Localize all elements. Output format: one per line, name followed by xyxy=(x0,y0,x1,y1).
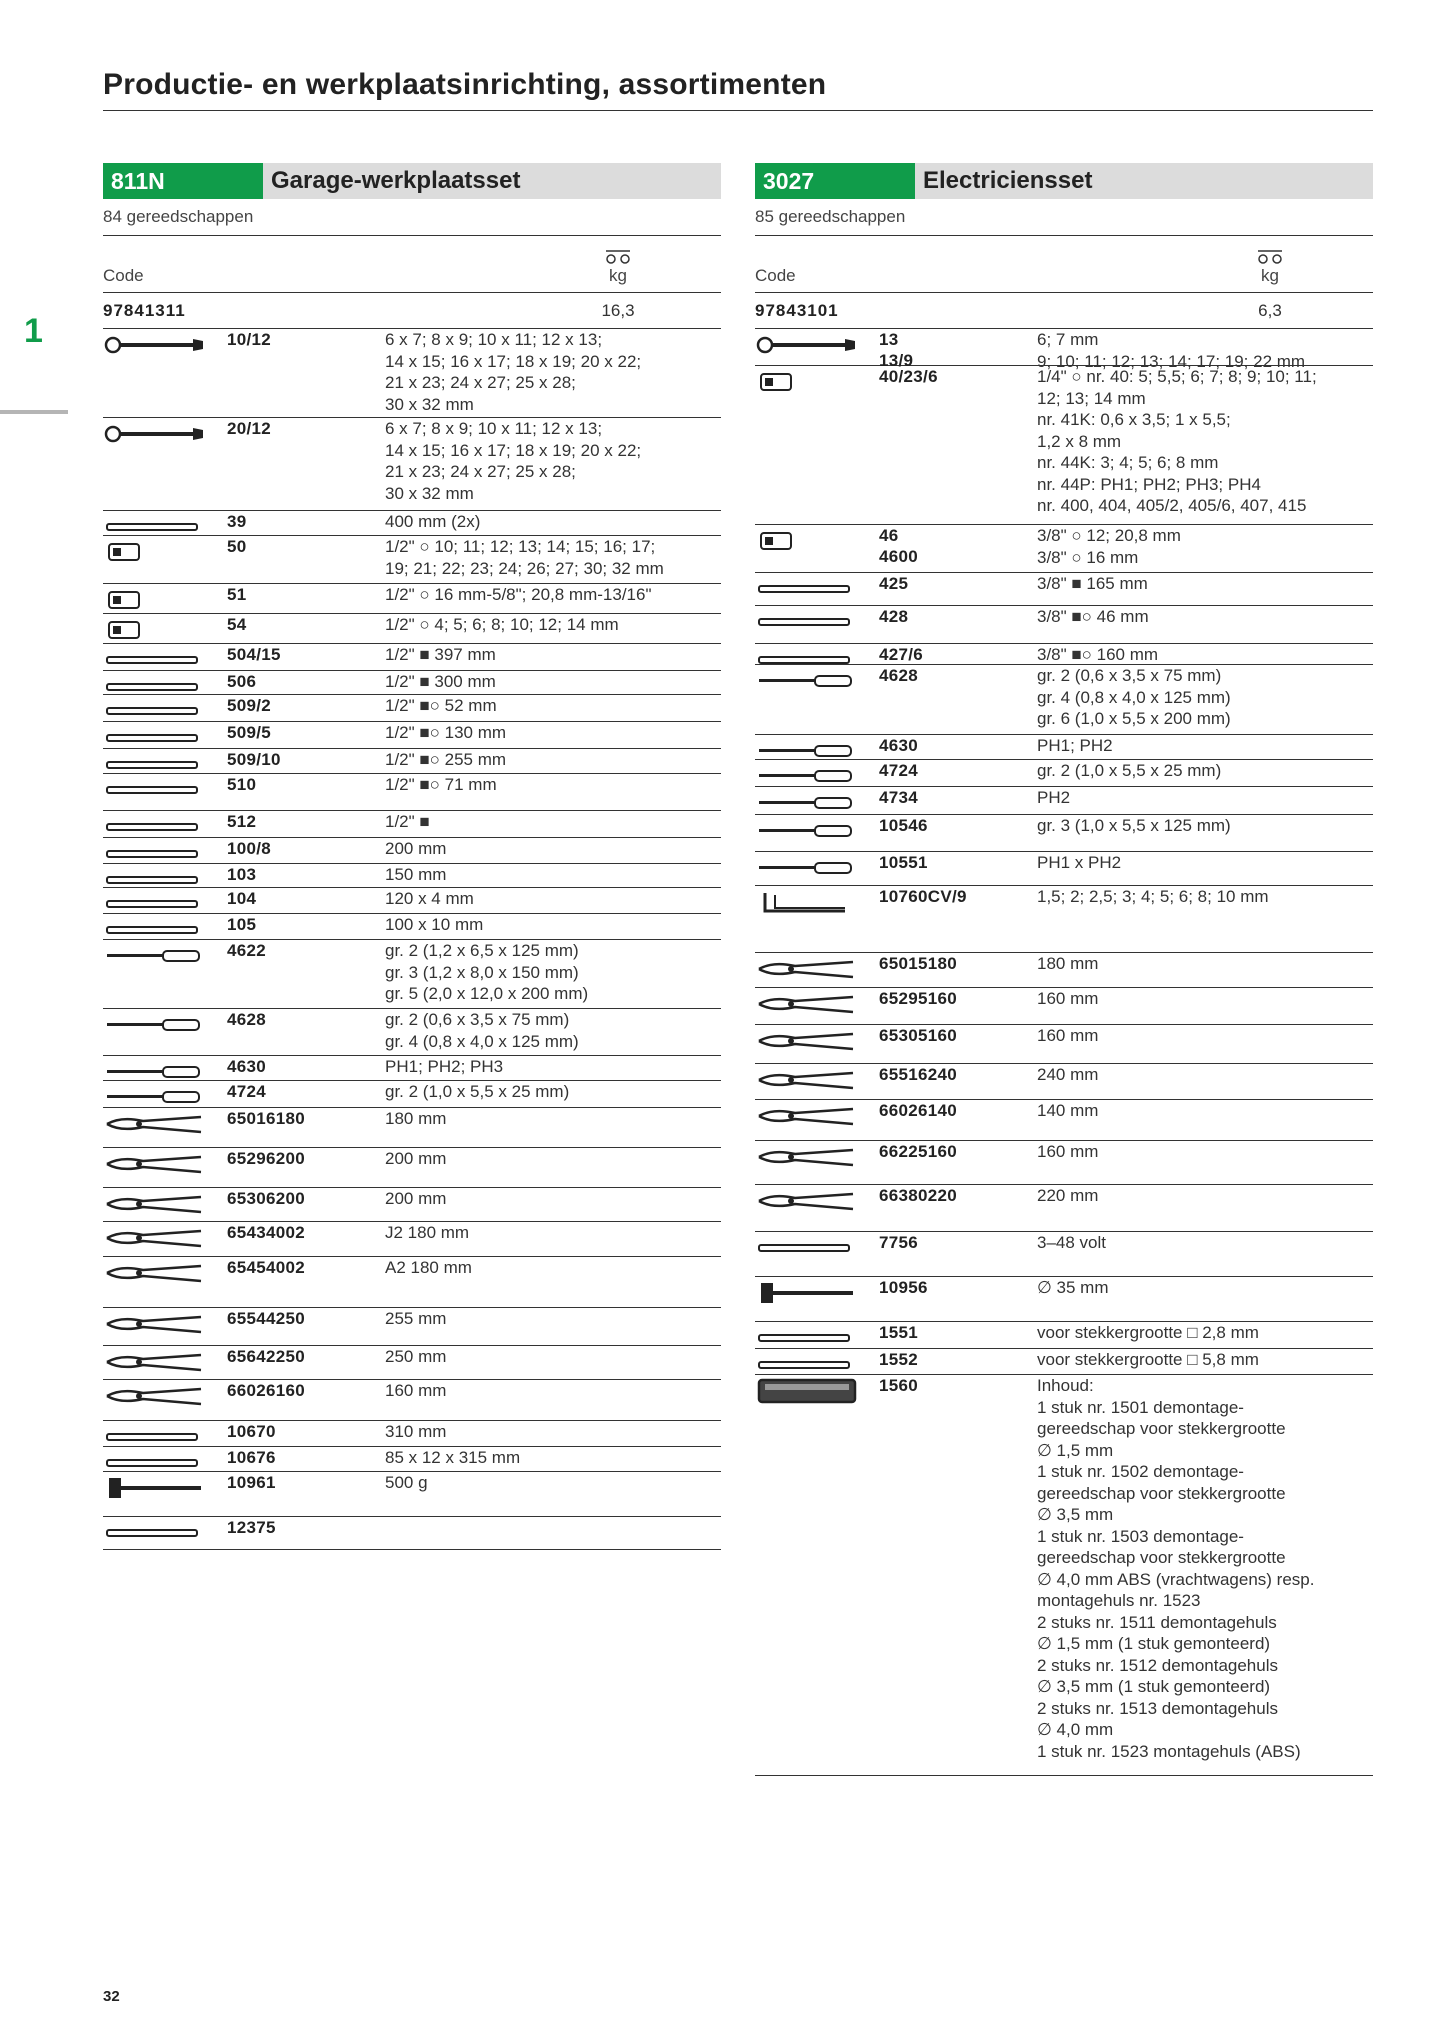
screwdriver-icon xyxy=(103,1012,208,1038)
tool-row xyxy=(103,511,721,536)
tool-row xyxy=(755,329,1373,371)
tool-code: 66026140 xyxy=(879,1101,958,1120)
tool-description: voor stekkergrootte □ 2,8 mm xyxy=(1037,1323,1259,1342)
tool-row xyxy=(103,940,721,1009)
tool-code: 50 xyxy=(227,537,247,556)
tool-description: 250 mm xyxy=(385,1347,447,1366)
tool-row xyxy=(755,573,1373,606)
tool-code: 65434002 xyxy=(227,1223,306,1242)
article-number: 97841311 xyxy=(103,301,186,320)
tool-code: 51 xyxy=(227,585,247,604)
tool-code: 65305160 xyxy=(879,1026,958,1045)
ratchet-icon xyxy=(103,814,208,840)
tool-count: 84 gereedschappen xyxy=(103,207,254,226)
tool-code: 65544250 xyxy=(227,1309,306,1328)
tool-description: 3–48 volt xyxy=(1037,1233,1106,1252)
tool-code: 12375 xyxy=(227,1518,276,1537)
tool-row xyxy=(103,1108,721,1148)
hex-key-set-icon xyxy=(755,889,860,915)
chapter-marker xyxy=(0,410,68,414)
tool-description: gr. 2 (1,2 x 6,5 x 125 mm) gr. 3 (1,2 x 8,0 x 150 mm) gr. 5 (2,0 x 12,0 x 200 mm) xyxy=(385,941,589,1003)
tool-row xyxy=(103,1148,721,1188)
spark-plug-socket-icon xyxy=(103,587,208,613)
tool-code: 65296200 xyxy=(227,1149,306,1168)
tool-code: 40/23/6 xyxy=(879,367,938,386)
tool-description: 1/2" ■○ 71 mm xyxy=(385,775,497,794)
tool-code: 4628 xyxy=(227,1010,267,1029)
article-row xyxy=(103,293,721,329)
tool-description: voor stekkergrootte □ 5,8 mm xyxy=(1037,1350,1259,1369)
tool-code: 427/6 xyxy=(879,645,924,664)
tool-row xyxy=(755,760,1373,787)
tool-row xyxy=(103,614,721,644)
tool-row xyxy=(103,1346,721,1380)
tool-description: 6 x 7; 8 x 9; 10 x 11; 12 x 13; 14 x 15; 16 x 17; 18 x 19; 20 x 22; 21 x 23; 24 x 27; 25 x 28; 30 x 32 mm xyxy=(385,419,642,503)
tool-description: PH2 xyxy=(1037,788,1071,807)
tool-row xyxy=(103,671,721,695)
tool-code: 65516240 xyxy=(879,1065,958,1084)
tool-row xyxy=(103,722,721,749)
release-tool-icon xyxy=(755,1325,860,1351)
tool-description: 85 x 12 x 315 mm xyxy=(385,1448,521,1467)
hammer-icon xyxy=(103,1475,208,1501)
tool-code: 100/8 xyxy=(227,839,272,858)
tool-row xyxy=(755,606,1373,644)
tool-description: 160 mm xyxy=(1037,989,1099,1008)
tool-row xyxy=(103,838,721,864)
socket-case-icon xyxy=(755,369,860,395)
tool-code: 105 xyxy=(227,915,257,934)
weight-column xyxy=(593,248,643,286)
tool-description: 1/2" ■○ 255 mm xyxy=(385,750,507,769)
tool-code: 509/10 xyxy=(227,750,281,769)
tool-row xyxy=(755,1100,1373,1141)
tool-count: 85 gereedschappen xyxy=(755,207,906,226)
tool-description: gr. 2 (0,6 x 3,5 x 75 mm) gr. 4 (0,8 x 4,0 x 125 mm) xyxy=(385,1010,579,1051)
tool-row xyxy=(103,749,721,774)
tool-row xyxy=(103,1447,721,1472)
tool-description: 220 mm xyxy=(1037,1186,1099,1205)
set-weight: 16,3 xyxy=(601,301,635,320)
set-code: 811N xyxy=(103,163,263,199)
tool-row xyxy=(103,1081,721,1108)
tool-code: 104 xyxy=(227,889,257,908)
side-cutter-icon xyxy=(755,1103,860,1129)
tool-description: gr. 2 (1,0 x 5,5 x 25 mm) xyxy=(1037,761,1222,780)
code-column-label: Code xyxy=(755,266,796,285)
combination-wrench-icon xyxy=(103,332,208,358)
tool-row xyxy=(103,1188,721,1222)
tool-row xyxy=(755,644,1373,665)
tool-code: 66380220 xyxy=(879,1186,958,1205)
tool-code: 4622 xyxy=(227,941,267,960)
bent-nose-pliers-icon xyxy=(103,1191,208,1217)
tool-code: 504/15 xyxy=(227,645,281,664)
tool-code: 10961 xyxy=(227,1473,276,1492)
tool-row xyxy=(755,665,1373,735)
tool-code: 10760CV/9 xyxy=(879,887,967,906)
tool-row xyxy=(755,366,1373,525)
page-title: Productie- en werkplaatsinrichting, assortimenten xyxy=(103,68,1373,111)
set-header xyxy=(755,163,1373,199)
tool-code: 4724 xyxy=(879,761,919,780)
long-nose-pliers-icon xyxy=(755,991,860,1017)
tool-description: 3/8" ■○ 160 mm xyxy=(1037,645,1159,664)
tool-description: 150 mm xyxy=(385,865,447,884)
tool-row xyxy=(755,1064,1373,1100)
tool-code: 428 xyxy=(879,607,909,626)
code-column-label: Code xyxy=(103,266,144,285)
tool-code: 65295160 xyxy=(879,989,958,1008)
tool-code: 10670 xyxy=(227,1422,276,1441)
tool-row xyxy=(103,1222,721,1257)
tool-code: 4630 xyxy=(227,1057,267,1076)
stubby-screwdriver-icon xyxy=(103,1084,208,1110)
tool-code: 65015180 xyxy=(879,954,958,973)
kg-label: kg xyxy=(1261,266,1279,285)
mallet-icon xyxy=(755,1280,860,1306)
tool-code: 66225160 xyxy=(879,1142,958,1161)
tool-description: PH1 x PH2 xyxy=(1037,853,1122,872)
tool-description: 160 mm xyxy=(385,1381,447,1400)
tool-row xyxy=(755,1375,1373,1776)
tool-row xyxy=(755,1025,1373,1064)
tool-description: PH1; PH2 xyxy=(1037,736,1113,755)
tool-row xyxy=(103,418,721,511)
tool-row xyxy=(103,1056,721,1081)
tool-description: 1,5; 2; 2,5; 3; 4; 5; 6; 8; 10 mm xyxy=(1037,887,1269,906)
chapter-number: 1 xyxy=(24,312,43,350)
tool-row xyxy=(755,988,1373,1025)
tool-row xyxy=(755,787,1373,815)
tool-description: 1/2" ○ 16 mm-5/8"; 20,8 mm-13/16" xyxy=(385,585,652,604)
tool-description: gr. 3 (1,0 x 5,5 x 125 mm) xyxy=(1037,816,1231,835)
tool-description: 1/2" ■ 300 mm xyxy=(385,672,496,691)
voltage-tester-icon xyxy=(755,1235,860,1261)
tool-description: ∅ 35 mm xyxy=(1037,1278,1109,1297)
socket-icon xyxy=(103,539,208,565)
stubby-screwdriver-icon xyxy=(755,790,860,816)
water-pump-pliers-icon xyxy=(103,1311,208,1337)
tool-code: 65642250 xyxy=(227,1347,306,1366)
combination-wrench-icon xyxy=(755,332,860,358)
magnetic-pickup-icon xyxy=(103,1520,208,1546)
scale-icon xyxy=(603,248,633,264)
tool-description: 180 mm xyxy=(1037,954,1099,973)
offset-screwdriver-icon xyxy=(755,818,860,844)
tool-code: 10/12 xyxy=(227,330,272,349)
tool-code: 54 xyxy=(227,615,247,634)
tool-description: 1/2" ■ xyxy=(385,812,430,831)
tool-description: 200 mm xyxy=(385,1149,447,1168)
tool-row xyxy=(755,852,1373,886)
tool-row xyxy=(755,1141,1373,1185)
circlip-pliers-icon xyxy=(103,1225,208,1251)
tool-code: 13 13/9 xyxy=(879,330,914,370)
tool-description: 140 mm xyxy=(1037,1101,1099,1120)
tool-code: 4630 xyxy=(879,736,919,755)
stubby-screwdriver-icon xyxy=(755,763,860,789)
article-number: 97843101 xyxy=(755,301,839,320)
tool-code: 506 xyxy=(227,672,257,691)
extension-bar-icon xyxy=(103,698,208,724)
tool-code: 65306200 xyxy=(227,1189,306,1208)
article-row xyxy=(755,293,1373,329)
tool-code: 65016180 xyxy=(227,1109,306,1128)
tool-description: 1/2" ■○ 52 mm xyxy=(385,696,497,715)
tool-description: 6 x 7; 8 x 9; 10 x 11; 12 x 13; 14 x 15; 16 x 17; 18 x 19; 20 x 22; 21 x 23; 24 x 27; 25 x 28; 30 x 32 mm xyxy=(385,330,642,414)
tool-code: 10551 xyxy=(879,853,928,872)
tool-row xyxy=(755,1232,1373,1277)
tool-description: PH1; PH2; PH3 xyxy=(385,1057,504,1076)
tool-code: 7756 xyxy=(879,1233,919,1252)
bent-nose-pliers-icon xyxy=(755,1028,860,1054)
tool-code: 10546 xyxy=(879,816,928,835)
tool-row xyxy=(755,1322,1373,1349)
tool-code: 510 xyxy=(227,775,257,794)
wire-stripper-icon xyxy=(755,1144,860,1170)
water-pump-pliers-icon xyxy=(755,1067,860,1093)
tool-row xyxy=(103,1009,721,1056)
page-number: 32 xyxy=(103,1988,120,2005)
tool-code: 425 xyxy=(879,574,909,593)
tool-code: 10676 xyxy=(227,1448,276,1467)
tool-row xyxy=(755,735,1373,760)
tool-code: 509/5 xyxy=(227,723,272,742)
column-header xyxy=(103,235,721,293)
tool-row xyxy=(103,536,721,584)
set-name: Electriciensset xyxy=(923,167,1093,194)
tool-row xyxy=(103,864,721,888)
tool-row xyxy=(755,1277,1373,1322)
tool-code: 65454002 xyxy=(227,1258,306,1277)
tool-description: 400 mm (2x) xyxy=(385,512,481,531)
tool-row xyxy=(103,584,721,614)
tool-code: 20/12 xyxy=(227,419,272,438)
tool-row xyxy=(755,525,1373,573)
tool-row xyxy=(103,329,721,418)
tool-row xyxy=(755,1349,1373,1375)
tool-description: 3/8" ○ 12; 20,8 mm 3/8" ○ 16 mm xyxy=(1037,526,1181,567)
set-weight: 6,3 xyxy=(1258,301,1282,320)
weight-column xyxy=(1245,248,1295,286)
tool-description: 120 x 4 mm xyxy=(385,889,474,908)
tool-description: 160 mm xyxy=(1037,1026,1099,1045)
locking-pliers-icon xyxy=(103,1349,208,1375)
tool-row xyxy=(103,644,721,671)
tool-description: 160 mm xyxy=(1037,1142,1099,1161)
extension-bar-icon xyxy=(103,725,208,751)
tool-description: 1/2" ■○ 130 mm xyxy=(385,723,507,742)
tool-code: 509/2 xyxy=(227,696,272,715)
tool-description: 1/2" ○ 4; 5; 6; 8; 10; 12; 14 mm xyxy=(385,615,619,634)
scale-icon xyxy=(1255,248,1285,264)
circlip-pliers-icon xyxy=(103,1260,208,1286)
screwdriver-icon xyxy=(755,668,860,694)
set-code: 3027 xyxy=(755,163,915,199)
tool-description: 100 x 10 mm xyxy=(385,915,484,934)
tool-code: 10956 xyxy=(879,1278,928,1297)
universal-joint-icon xyxy=(755,609,860,635)
tool-row xyxy=(755,953,1373,988)
tool-row xyxy=(755,886,1373,953)
tool-description: 255 mm xyxy=(385,1309,447,1328)
universal-joint-icon xyxy=(103,777,208,803)
tool-row xyxy=(103,1380,721,1421)
ring-wrench-icon xyxy=(103,421,208,447)
tool-code: 1551 xyxy=(879,1323,919,1342)
tool-row xyxy=(103,888,721,914)
tool-row xyxy=(103,1472,721,1517)
tool-row xyxy=(103,1421,721,1447)
tool-description: 3/8" ■○ 46 mm xyxy=(1037,607,1149,626)
tool-description: 310 mm xyxy=(385,1422,447,1441)
tool-description: Inhoud: 1 stuk nr. 1501 demontage- gereedschap voor stekkergrootte ∅ 1,5 mm 1 stuk nr. 1502 demontage- gereedschap voor stekkergrootte ∅ 3,5 mm 1 stuk nr. 1503 demontage- gereedschap voor stekkergrootte ∅ 4,0 mm ABS (vrachtwagens) resp. montagehuls nr. 1523 2 stuks nr. 1511 demontagehuls ∅ 1,5 mm (1 stuk gemonteerd) 2 stuks nr. 1512 demontagehuls ∅ 3,5 mm (1 stuk gemonteerd) 2 stuks nr. 1513 demontagehuls ∅ 4,0 mm 1 stuk nr. 1523 montagehuls (ABS) xyxy=(1037,1376,1315,1761)
side-cutter-icon xyxy=(103,1383,208,1409)
tool-row xyxy=(103,914,721,940)
tool-description: 500 g xyxy=(385,1473,428,1492)
combination-pliers-icon xyxy=(755,956,860,982)
set-header xyxy=(103,163,721,199)
crimping-pliers-icon xyxy=(755,1188,860,1214)
tool-row xyxy=(103,1517,721,1550)
tool-row xyxy=(103,811,721,838)
column-header xyxy=(755,235,1373,293)
tool-row xyxy=(103,774,721,811)
tool-code: 4628 xyxy=(879,666,919,685)
set-name: Garage-werkplaatsset xyxy=(271,167,521,194)
set-3027 xyxy=(755,163,1373,1776)
tool-description: 200 mm xyxy=(385,839,447,858)
set-811n xyxy=(103,163,721,1550)
hex-bit-socket-icon xyxy=(103,617,208,643)
spark-plug-socket-icon xyxy=(755,528,860,554)
long-nose-pliers-icon xyxy=(103,1151,208,1177)
tool-row xyxy=(103,695,721,722)
tool-code: 46 4600 xyxy=(879,526,919,566)
offset-screwdriver-icon xyxy=(755,855,860,881)
tool-description: 3/8" ■ 165 mm xyxy=(1037,574,1148,593)
tool-code: 1552 xyxy=(879,1350,919,1369)
tool-code: 512 xyxy=(227,812,257,831)
kg-label: kg xyxy=(609,266,627,285)
tool-description: A2 180 mm xyxy=(385,1258,472,1277)
tool-code: 4734 xyxy=(879,788,919,807)
tool-description: 6; 7 mm 9; 10; 11; 12; 13; 14; 17; 19; 22 mm xyxy=(1037,330,1306,371)
tool-row xyxy=(755,1185,1373,1232)
tool-description: 180 mm xyxy=(385,1109,447,1128)
tool-description: 1/2" ○ 10; 11; 12; 13; 14; 15; 16; 17; 19; 21; 22; 23; 24; 26; 27; 30; 32 mm xyxy=(385,537,664,578)
tool-row xyxy=(755,815,1373,852)
tool-code: 1560 xyxy=(879,1376,919,1395)
tool-description: 240 mm xyxy=(1037,1065,1099,1084)
sliding-t-handle-icon xyxy=(755,576,860,602)
tool-code: 4724 xyxy=(227,1082,267,1101)
tool-code: 103 xyxy=(227,865,257,884)
tool-description: J2 180 mm xyxy=(385,1223,470,1242)
tool-description: 1/2" ■ 397 mm xyxy=(385,645,496,664)
screwdriver-icon xyxy=(103,943,208,969)
combination-pliers-icon xyxy=(103,1111,208,1137)
tool-description: 200 mm xyxy=(385,1189,447,1208)
tool-row xyxy=(103,1257,721,1308)
tool-description: gr. 2 (0,6 x 3,5 x 75 mm) gr. 4 (0,8 x 4,0 x 125 mm) gr. 6 (1,0 x 5,5 x 200 mm) xyxy=(1037,666,1231,728)
tool-description: 1/4" ○ nr. 40: 5; 5,5; 6; 7; 8; 9; 10; 11; 12; 13; 14 mm nr. 41K: 0,6 x 3,5; 1 x 5,5; 1,2 x 8 mm nr. 44K: 3; 4; 5; 6; 8 mm nr. 44P: PH1; PH2; PH3; PH4 nr. 400, 404, 405/2, 405/6, 407, 415 xyxy=(1037,367,1317,515)
tool-code: 39 xyxy=(227,512,247,531)
tool-row xyxy=(103,1308,721,1346)
sliding-t-handle-icon xyxy=(103,647,208,673)
tool-case-icon xyxy=(755,1378,860,1404)
tool-code: 66026160 xyxy=(227,1381,306,1400)
tool-description: gr. 2 (1,0 x 5,5 x 25 mm) xyxy=(385,1082,570,1101)
